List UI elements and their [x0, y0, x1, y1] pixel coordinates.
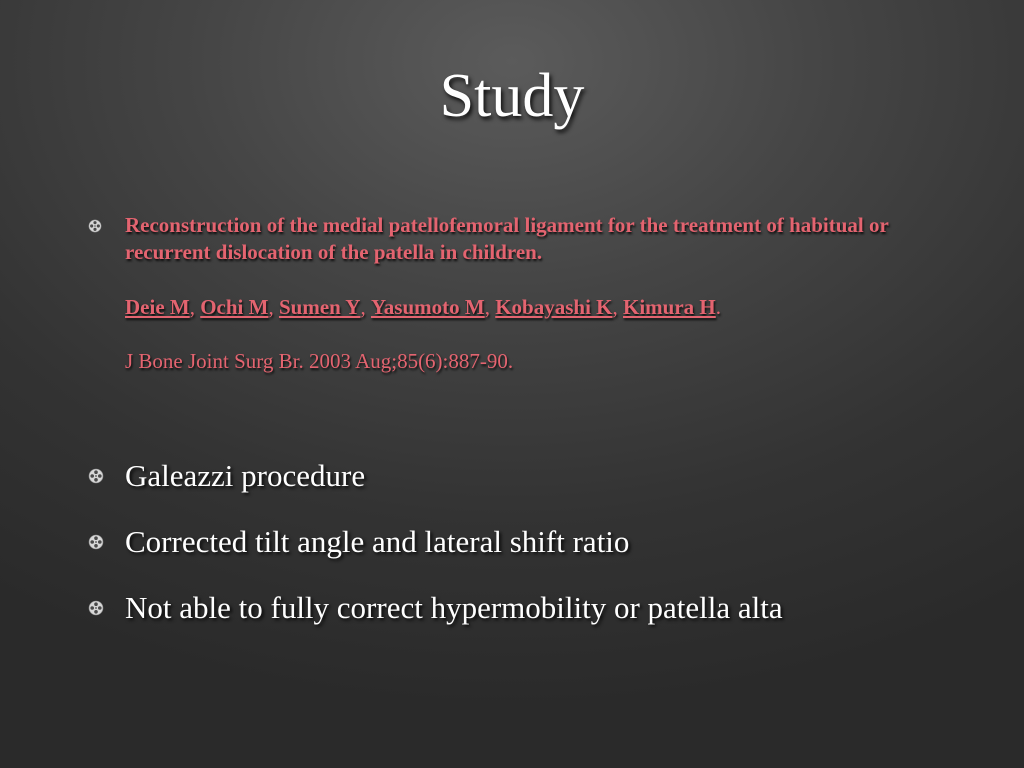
author-link[interactable]: Kobayashi K [495, 295, 613, 319]
author-link[interactable]: Yasumoto M [370, 295, 485, 319]
author-separator: , [268, 295, 279, 319]
author-separator: , [360, 295, 371, 319]
author-link[interactable]: Kimura H [623, 295, 716, 319]
film-reel-icon [88, 600, 104, 616]
reference-title: Reconstruction of the medial patellofemoral ligament for the treatment of habitual or recurrent dislocation of the patella in children. [125, 213, 889, 264]
author-separator: , [612, 295, 624, 319]
bullet-text: Galeazzi procedure [125, 458, 366, 493]
film-reel-icon [88, 468, 104, 484]
film-reel-icon [88, 219, 102, 233]
film-reel-icon [88, 534, 104, 550]
author-list-end: . [715, 295, 722, 319]
reference-authors [125, 294, 925, 321]
reference-journal: J Bone Joint Surg Br. 2003 Aug;85(6):887-90. [125, 349, 514, 373]
slide-title: Study [439, 62, 585, 130]
author-separator: , [189, 295, 201, 319]
reference-block [125, 212, 925, 375]
author-link[interactable]: Deie M [125, 295, 190, 319]
bullet-text: Not able to fully correct hypermobility or patella alta [125, 590, 783, 625]
author-link[interactable]: Sumen Y [278, 295, 361, 319]
bullet-text: Corrected tilt angle and lateral shift ratio [125, 524, 630, 559]
author-link[interactable]: Ochi M [200, 295, 269, 319]
author-separator: , [484, 295, 496, 319]
